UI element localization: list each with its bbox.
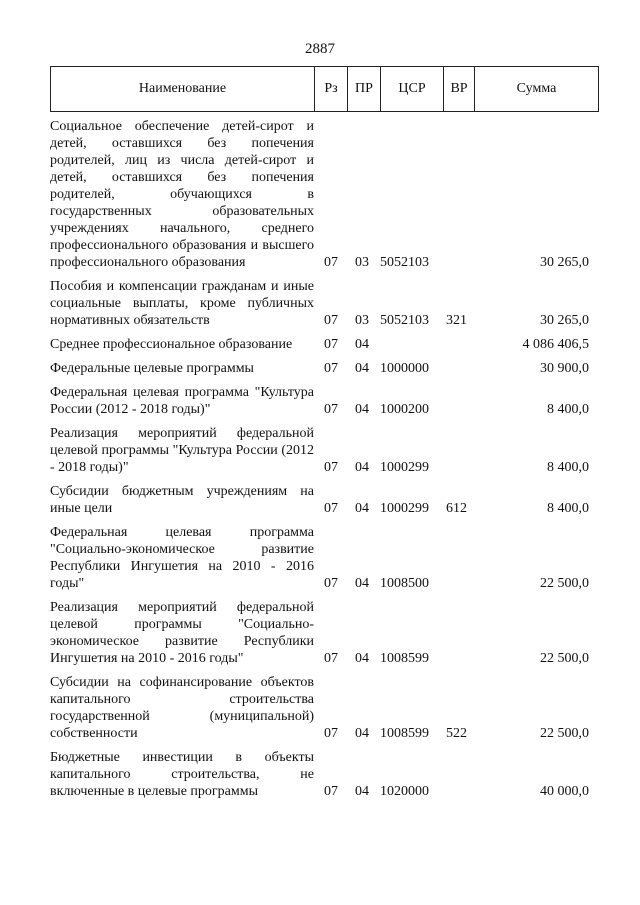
row-sum: 8 400,0 bbox=[547, 501, 589, 516]
row-rz: 07 bbox=[324, 501, 338, 516]
table-body bbox=[50, 118, 599, 807]
row-rz: 07 bbox=[324, 402, 338, 417]
row-pr: 04 bbox=[355, 726, 369, 741]
row-vr: 612 bbox=[446, 501, 467, 516]
page-number: 2887 bbox=[305, 41, 335, 57]
row-name: Реализация мероприятий федеральной целевой программы "Культура России (2012 - 2018 годы)" bbox=[50, 426, 314, 475]
row-rz: 07 bbox=[324, 460, 338, 475]
row-name: Среднее профессиональное образование bbox=[50, 337, 293, 352]
row-csr: 1000299 bbox=[380, 460, 429, 475]
row-rz: 07 bbox=[324, 726, 338, 741]
row-sum: 22 500,0 bbox=[540, 651, 589, 666]
row-sum: 22 500,0 bbox=[540, 726, 589, 741]
row-name: Бюджетные инвестиции в объекты капитального строительства, не включенные в целевые программы bbox=[50, 750, 314, 799]
row-name: Федеральные целевые программы bbox=[50, 361, 254, 376]
table-header bbox=[50, 66, 599, 112]
row-rz: 07 bbox=[324, 313, 338, 328]
table-row bbox=[50, 483, 599, 517]
row-pr: 04 bbox=[355, 576, 369, 591]
row-rz: 07 bbox=[324, 361, 338, 376]
row-name: Пособия и компенсации гражданам и иные социальные выплаты, кроме публичных нормативных обязательств bbox=[50, 279, 314, 328]
row-csr: 1020000 bbox=[380, 784, 429, 799]
row-csr: 1000000 bbox=[380, 361, 429, 376]
row-sum: 30 265,0 bbox=[540, 313, 589, 328]
row-sum: 8 400,0 bbox=[547, 402, 589, 417]
row-pr: 03 bbox=[355, 313, 369, 328]
row-sum: 30 265,0 bbox=[540, 255, 589, 270]
row-vr: 321 bbox=[446, 313, 467, 328]
table-row bbox=[50, 749, 599, 800]
table-row bbox=[50, 336, 599, 353]
row-sum: 8 400,0 bbox=[547, 460, 589, 475]
header-name: Наименование bbox=[51, 67, 315, 111]
row-name: Субсидии бюджетным учреждениям на иные цели bbox=[50, 484, 314, 516]
row-sum: 30 900,0 bbox=[540, 361, 589, 376]
table-row bbox=[50, 384, 599, 418]
row-csr: 1000299 bbox=[380, 501, 429, 516]
row-sum: 40 000,0 bbox=[540, 784, 589, 799]
row-rz: 07 bbox=[324, 784, 338, 799]
table-row bbox=[50, 278, 599, 329]
row-csr: 5052103 bbox=[380, 313, 429, 328]
row-name: Реализация мероприятий федеральной целевой программы "Социально-экономическое развитие Республики Ингушетия на 2010 - 2016 годы" bbox=[50, 600, 314, 666]
row-name: Субсидии на софинансирование объектов капитального строительства государственной (муниципальной) собственности bbox=[50, 675, 314, 741]
row-pr: 04 bbox=[355, 361, 369, 376]
row-pr: 04 bbox=[355, 784, 369, 799]
row-csr: 1008599 bbox=[380, 651, 429, 666]
row-pr: 04 bbox=[355, 460, 369, 475]
row-name: Федеральная целевая программа "Социально-экономическое развитие Республики Ингушетия на 2010 - 2016 годы" bbox=[50, 525, 314, 591]
row-pr: 04 bbox=[355, 337, 369, 352]
row-rz: 07 bbox=[324, 576, 338, 591]
row-pr: 04 bbox=[355, 501, 369, 516]
row-csr: 5052103 bbox=[380, 255, 429, 270]
header-rz: Рз bbox=[315, 67, 348, 111]
row-csr: 1000200 bbox=[380, 402, 429, 417]
row-pr: 04 bbox=[355, 402, 369, 417]
table-row bbox=[50, 360, 599, 377]
table-row bbox=[50, 425, 599, 476]
row-csr: 1008599 bbox=[380, 726, 429, 741]
row-name: Социальное обеспечение детей-сирот и детей, оставшихся без попечения родителей, лиц из числа детей-сирот и детей, оставшихся без попечения родителей, обучающихся в государственных образовательных учреждениях начального, среднего профессионального образования и высшего профессионального образования bbox=[50, 119, 314, 270]
table-row bbox=[50, 524, 599, 592]
row-rz: 07 bbox=[324, 651, 338, 666]
row-rz: 07 bbox=[324, 255, 338, 270]
header-csr: ЦСР bbox=[381, 67, 444, 111]
row-sum: 22 500,0 bbox=[540, 576, 589, 591]
header-pr: ПР bbox=[348, 67, 381, 111]
table-row bbox=[50, 118, 599, 271]
table-row bbox=[50, 599, 599, 667]
row-name: Федеральная целевая программа "Культура России (2012 - 2018 годы)" bbox=[50, 385, 314, 417]
header-vr: ВР bbox=[444, 67, 475, 111]
row-rz: 07 bbox=[324, 337, 338, 352]
row-pr: 04 bbox=[355, 651, 369, 666]
header-sum: Сумма bbox=[516, 81, 557, 96]
row-vr: 522 bbox=[446, 726, 467, 741]
row-sum: 4 086 406,5 bbox=[522, 337, 589, 352]
row-pr: 03 bbox=[355, 255, 369, 270]
table-row bbox=[50, 674, 599, 742]
row-csr: 1008500 bbox=[380, 576, 429, 591]
